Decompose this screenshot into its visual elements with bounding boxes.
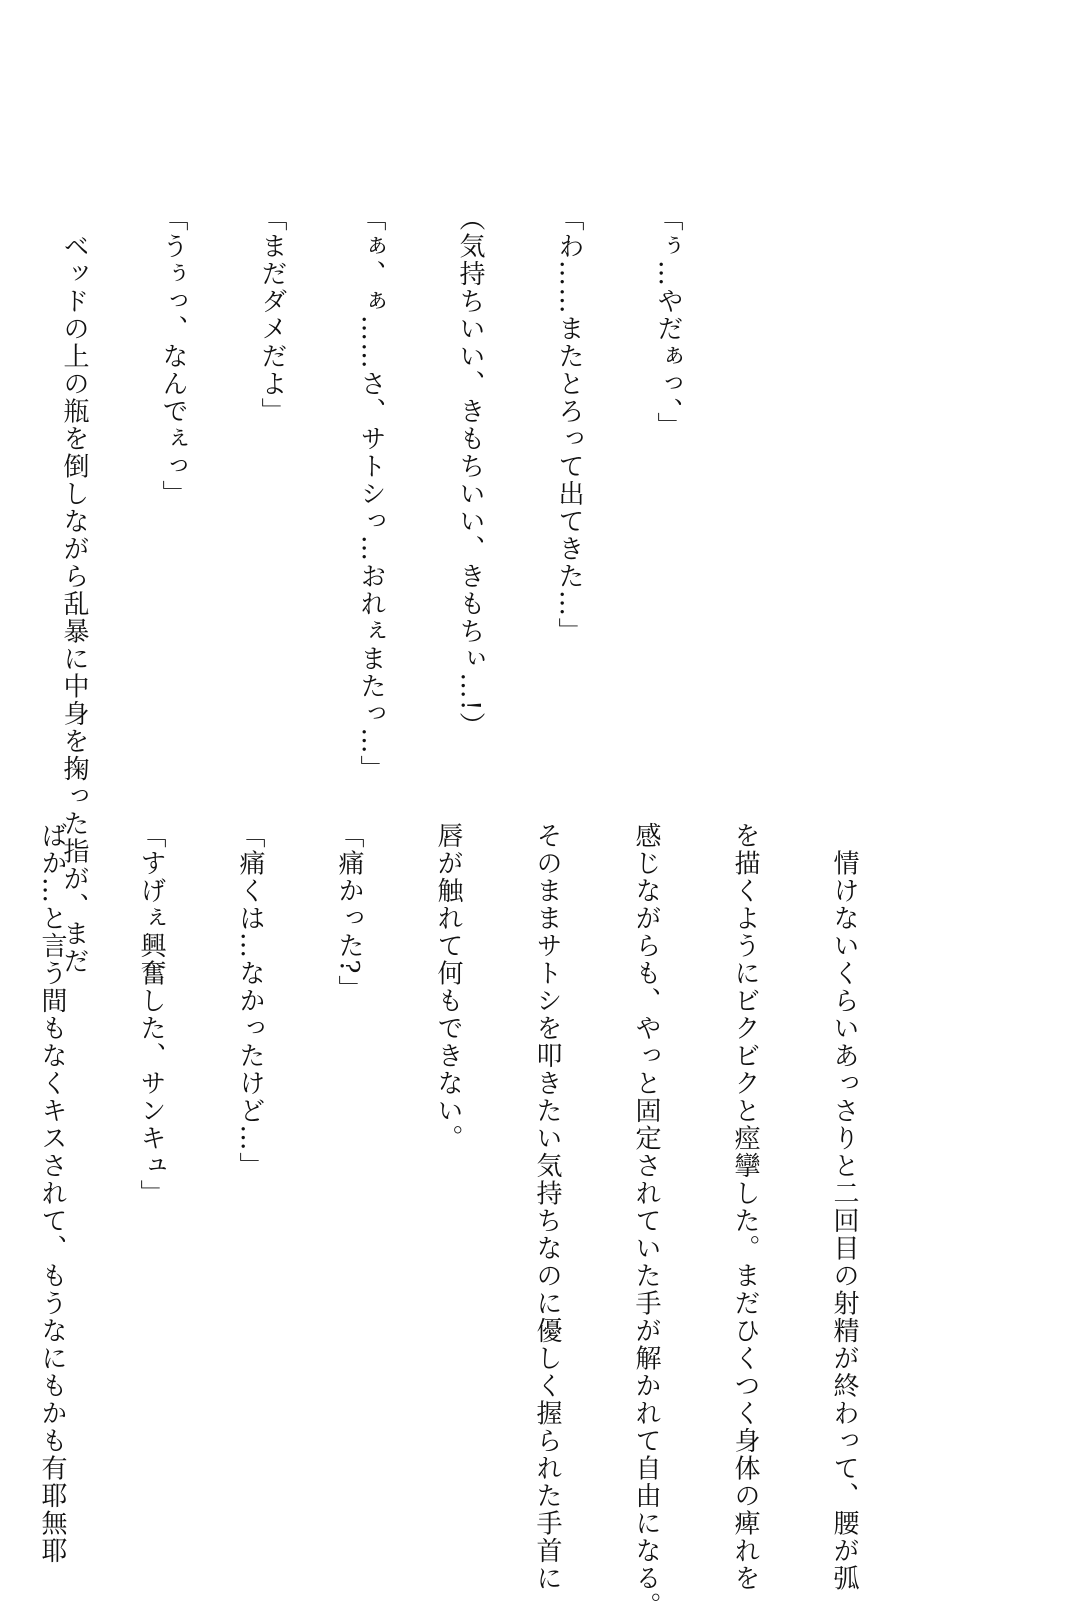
text-line: 「わ……またとろって出てきた…」 xyxy=(554,205,584,645)
text-line: ばか…と言う間もなくキスされて、もうなにもかも有耶無耶 xyxy=(37,822,67,1565)
text-line: 情けないくらいあっさりと二回目の射精が終わって、腰が弧 xyxy=(829,822,859,1592)
text-line: 「痛くは…なかったけど…」 xyxy=(235,822,265,1180)
text-line: （気持ちいい、きもちいい、きもちぃ…!） xyxy=(455,205,485,740)
text-line: 「痛かった?」 xyxy=(334,822,364,1003)
text-line: ベッドの上の瓶を倒しながら乱暴に中身を掬った指が、まだ xyxy=(59,205,89,975)
text-line: 「ぅ…やだぁっ、」 xyxy=(653,205,683,440)
text-line: 「ぁ、ぁ……さ、サトシっ…おれぇまたっ…」 xyxy=(356,205,386,783)
text-line: 感じながらも、やっと固定されていた手が解かれて自由になる。 xyxy=(631,822,661,1620)
text-line: 「うぅっ、なんでぇっ」 xyxy=(158,205,188,508)
text-line: を描くようにビクビクと痙攣した。まだひくつく身体の痺れを xyxy=(730,822,760,1592)
text-line: 唇が触れて何もできない。 xyxy=(433,822,463,1152)
text-line: 「まだダメだよ」 xyxy=(257,205,287,425)
lower-text-block xyxy=(0,822,926,1620)
text-line: 「すげぇ興奮した、サンキュ」 xyxy=(136,822,166,1207)
text-line: そのままサトシを叩きたい気持ちなのに優しく握られた手首に xyxy=(532,822,562,1592)
